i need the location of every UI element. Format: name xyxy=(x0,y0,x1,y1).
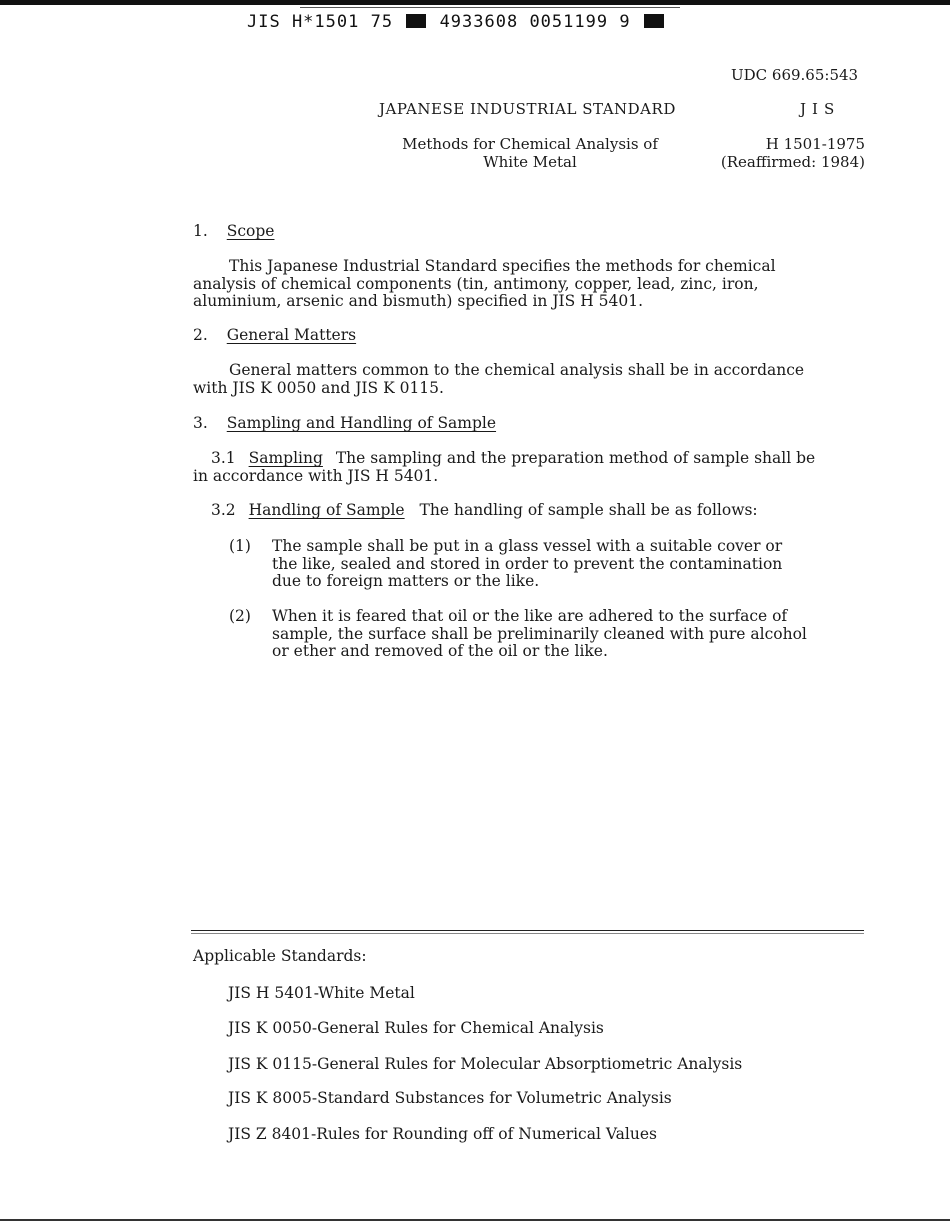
document-title xyxy=(380,135,680,171)
bottom-scan-border xyxy=(0,1219,950,1221)
paragraph-line: This Japanese Industrial Standard specifies the methods for chemical xyxy=(229,257,776,275)
section-number: 2. xyxy=(193,326,208,344)
section-number: 1. xyxy=(193,222,208,240)
paragraph-line: The sample shall be put in a glass vessel with a suitable cover or xyxy=(272,537,783,555)
list-item-label: (2) xyxy=(229,607,251,625)
paragraph-line: with JIS K 0050 and JIS K 0115. xyxy=(193,378,444,397)
applicable-standard-item: JIS H 5401-White Metal xyxy=(228,984,415,1002)
section-heading-general xyxy=(193,326,356,344)
paragraph-line: sample, the surface shall be preliminarily cleaned with pure alcohol xyxy=(272,624,807,643)
list-item xyxy=(229,538,869,591)
list-item xyxy=(229,608,869,661)
footnote-divider-shadow xyxy=(191,933,864,934)
scope-paragraph xyxy=(193,258,873,311)
reaffirmed-date: (Reaffirmed: 1984) xyxy=(720,153,865,171)
list-item-body xyxy=(229,538,869,591)
applicable-standards-heading: Applicable Standards: xyxy=(193,947,367,965)
subsection-title: Sampling xyxy=(248,449,323,467)
paragraph-line: in accordance with JIS H 5401. xyxy=(193,466,439,485)
standard-title: JAPANESE INDUSTRIAL STANDARD xyxy=(379,100,676,118)
black-block-mark xyxy=(406,14,426,28)
document-number: H 1501-1975 xyxy=(765,135,865,153)
subsection-3-2 xyxy=(211,502,881,520)
document-number-block xyxy=(700,135,865,171)
subsection-text: The sampling and the preparation method of sample shall be xyxy=(335,449,816,467)
list-item-label: (1) xyxy=(229,537,251,555)
section-heading-scope xyxy=(193,222,274,240)
document-title-line: White Metal xyxy=(483,153,577,171)
catalog-code-part-1: JIS H*1501 75 xyxy=(247,12,394,32)
paragraph-line: or ether and removed of the oil or the like. xyxy=(272,642,608,660)
black-block-mark xyxy=(644,14,664,28)
section-heading-sampling xyxy=(193,414,496,432)
subsection-number: 3.2 xyxy=(211,501,236,519)
applicable-standard-item: JIS K 8005-Standard Substances for Volumetric Analysis xyxy=(228,1089,672,1107)
subsection-number: 3.1 xyxy=(211,449,236,467)
footnote-divider xyxy=(191,930,864,931)
paragraph-line: aluminium, arsenic and bismuth) specified in JIS H 5401. xyxy=(193,292,644,310)
udc-number: UDC 669.65:543 xyxy=(731,66,859,84)
jis-mark: JIS xyxy=(800,100,841,118)
section-title: Scope xyxy=(226,222,275,240)
catalog-code-line xyxy=(247,12,666,32)
section-title: Sampling and Handling of Sample xyxy=(226,414,497,432)
document-title-line: Methods for Chemical Analysis of xyxy=(402,135,658,153)
catalog-code-part-2: 4933608 0051199 9 xyxy=(439,12,631,32)
applicable-standard-item: JIS K 0115-General Rules for Molecular Absorptiometric Analysis xyxy=(228,1055,743,1073)
general-paragraph xyxy=(193,362,873,397)
paragraph-line: analysis of chemical components (tin, antimony, copper, lead, zinc, iron, xyxy=(193,274,759,293)
subsection-title: Handling of Sample xyxy=(248,501,405,519)
applicable-standard-item: JIS K 0050-General Rules for Chemical Analysis xyxy=(228,1019,604,1037)
top-scan-line xyxy=(300,7,680,8)
list-item-body xyxy=(229,608,869,661)
subsection-line xyxy=(193,450,883,468)
applicable-standard-item: JIS Z 8401-Rules for Rounding off of Numerical Values xyxy=(228,1125,657,1143)
top-scan-border xyxy=(0,0,950,5)
subsection-text: The handling of sample shall be as follows: xyxy=(419,501,758,519)
paragraph-line: the like, sealed and stored in order to prevent the contamination xyxy=(272,554,783,573)
section-title: General Matters xyxy=(226,326,357,344)
paragraph-line: General matters common to the chemical analysis shall be in accordance xyxy=(229,361,805,379)
paragraph-line: When it is feared that oil or the like are adhered to the surface of xyxy=(272,607,788,625)
subsection-3-1 xyxy=(193,450,883,485)
paragraph-line: due to foreign matters or the like. xyxy=(272,572,540,590)
section-number: 3. xyxy=(193,414,208,432)
